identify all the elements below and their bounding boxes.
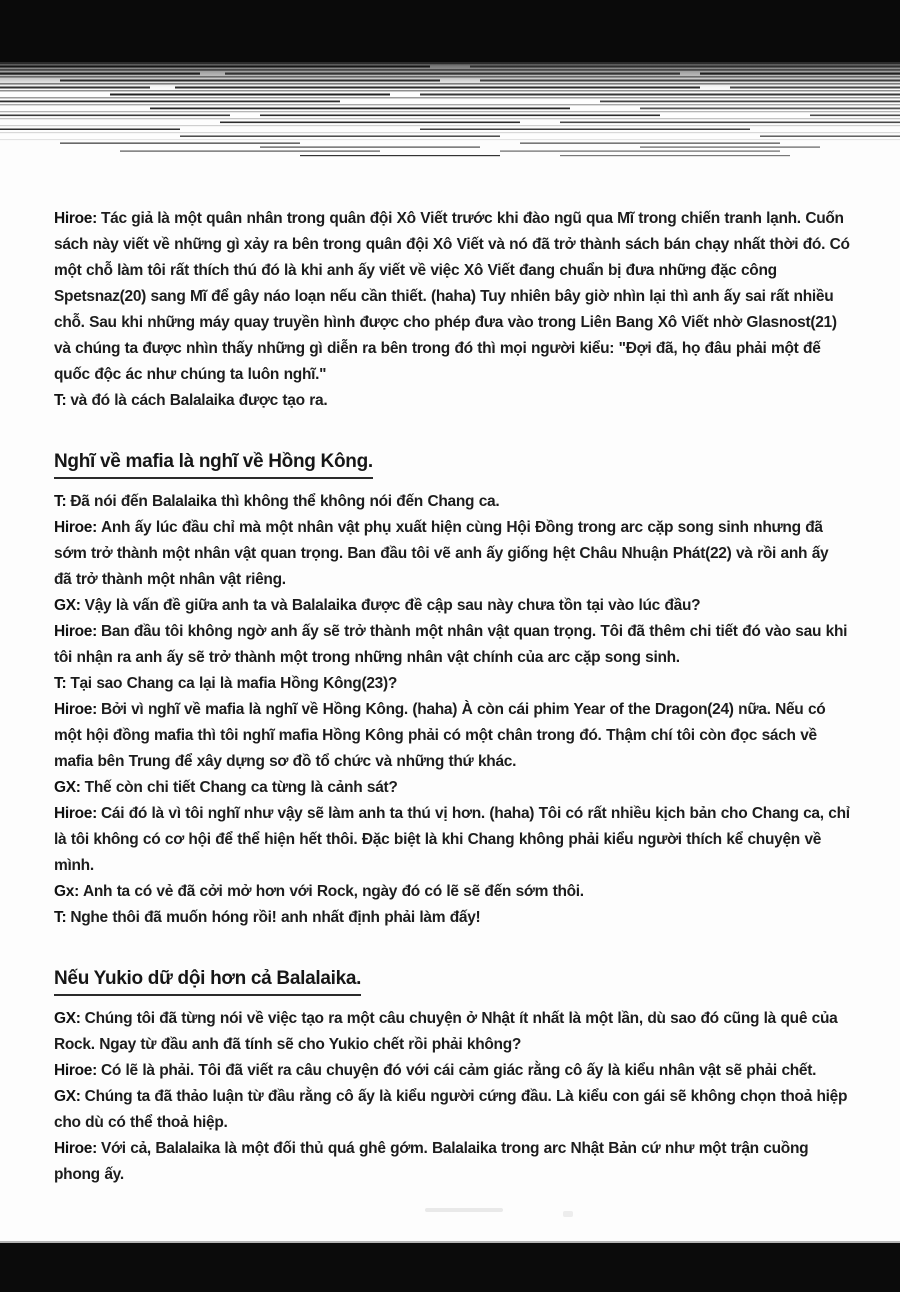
dialogue-paragraph xyxy=(54,619,850,671)
speaker-label: Hiroe: xyxy=(54,701,97,718)
speedlines-transition-art xyxy=(0,62,900,160)
dialogue-paragraph xyxy=(54,388,850,414)
dialogue-text: Đã nói đến Balalaika thì không thể không nói đến Chang ca. xyxy=(70,493,500,510)
dialogue-text: Anh ta có vẻ đã cởi mở hơn với Rock, ngày đó có lẽ sẽ đến sớm thôi. xyxy=(82,883,584,900)
dialogue-paragraph xyxy=(54,1136,850,1188)
speaker-label: Hiroe: xyxy=(54,805,97,822)
interview-content xyxy=(0,160,900,1188)
dialogue-text: Cái đó là vì tôi nghĩ như vậy sẽ làm anh ta thú vị hơn. (haha) Tôi có rất nhiều kịch bản cho Chang ca, chỉ là tôi không có cơ hội để thể hiện hết thôi. Đặc biệt là khi Chang không phải kiểu người thích kể chuyện về mình. xyxy=(54,805,850,874)
dialogue-text: Tác giả là một quân nhân trong quân đội Xô Viết trước khi đào ngũ qua Mĩ trong chiến tranh lạnh. Cuốn sách này viết về những gì xảy ra bên trong quân đội Xô Viết và nó đã trở thành sách bán chạy nhất thời đó. Có một chỗ làm tôi rất thích thú đó là khi anh ấy viết về việc Xô Viết đang chuẩn bị đưa những đặc công Spetsnaz(20) sang Mĩ để gây náo loạn nếu cần thiết. (haha) Tuy nhiên bây giờ nhìn lại thì anh ấy sai rất nhiều chỗ. Sau khi những máy quay truyền hình được cho phép đưa vào trong Liên Bang Xô Viết nhờ Glasnost(21) và chúng ta được nhìn thấy những gì diễn ra bên trong đó thì mọi người kiểu: "Đợi đã, họ đâu phải một đế quốc độc ác như chúng ta luôn nghĩ." xyxy=(54,210,850,383)
bottom-black-band xyxy=(0,1241,900,1292)
top-black-band xyxy=(0,0,900,62)
dialogue-paragraph xyxy=(54,593,850,619)
speaker-label: GX: xyxy=(54,779,81,796)
section-heading-text: Nếu Yukio dữ dội hơn cả Balalaika. xyxy=(54,967,361,996)
dialogue-paragraph xyxy=(54,1006,850,1058)
speaker-label: T: xyxy=(54,675,67,692)
speaker-label: Hiroe: xyxy=(54,1140,97,1157)
speaker-label: GX: xyxy=(54,1010,81,1027)
dialogue-text: Chúng ta đã thảo luận từ đầu rằng cô ấy là kiểu người cứng đầu. Là kiểu con gái sẽ không chọn thoả hiệp cho dù có thể thoả hiệp. xyxy=(54,1088,848,1131)
section-heading-text: Nghĩ về mafia là nghĩ về Hồng Kông. xyxy=(54,450,373,479)
dialogue-text: và đó là cách Balalaika được tạo ra. xyxy=(70,392,328,409)
speaker-label: T: xyxy=(54,392,67,409)
speaker-label: T: xyxy=(54,909,67,926)
speaker-label: Gx: xyxy=(54,883,79,900)
dialogue-paragraph xyxy=(54,671,850,697)
dialogue-text: Thế còn chi tiết Chang ca từng là cảnh sát? xyxy=(84,779,398,796)
speaker-label: Hiroe: xyxy=(54,210,97,227)
dialogue-paragraph xyxy=(54,515,850,593)
dialogue-text: Ban đầu tôi không ngờ anh ấy sẽ trở thành một nhân vật quan trọng. Tôi đã thêm chi tiết đó vào sau khi tôi nhận ra anh ấy sẽ trở thành một trong những nhân vật chính của arc cặp song sinh. xyxy=(54,623,848,666)
dialogue-paragraph xyxy=(54,1058,850,1084)
dialogue-paragraph xyxy=(54,801,850,879)
dialogue-text: Chúng tôi đã từng nói về việc tạo ra một câu chuyện ở Nhật ít nhất là một lần, dù sao đó cũng là quê của Rock. Ngay từ đầu anh đã tính sẽ cho Yukio chết rồi phải không? xyxy=(54,1010,838,1053)
dialogue-paragraph xyxy=(54,697,850,775)
dialogue-text: Tại sao Chang ca lại là mafia Hồng Kông(23)? xyxy=(70,675,398,692)
faint-scan-smudge xyxy=(563,1211,573,1217)
section-heading xyxy=(54,967,850,996)
dialogue-paragraph xyxy=(54,489,850,515)
speaker-label: Hiroe: xyxy=(54,1062,97,1079)
speaker-label: GX: xyxy=(54,597,81,614)
dialogue-paragraph xyxy=(54,775,850,801)
dialogue-text: Bởi vì nghĩ về mafia là nghĩ về Hồng Kông. (haha) À còn cái phim Year of the Dragon(24) nữa. Nếu có một hội đồng mafia thì tôi nghĩ mafia Hồng Kông phải có một chân trong đó. Thậm chí tôi còn đọc sách về mafia bên Trung để xây dựng sơ đồ tổ chức và những thứ khác. xyxy=(54,701,826,770)
dialogue-paragraph xyxy=(54,206,850,388)
speaker-label: GX: xyxy=(54,1088,81,1105)
dialogue-text: Với cả, Balalaika là một đối thủ quá ghê gớm. Balalaika trong arc Nhật Bản cứ như một trận cuồng phong ấy. xyxy=(54,1140,809,1183)
dialogue-paragraph xyxy=(54,879,850,905)
faint-scan-smudge xyxy=(425,1208,503,1212)
speaker-label: T: xyxy=(54,493,67,510)
speaker-label: Hiroe: xyxy=(54,623,97,640)
section-heading xyxy=(54,450,850,479)
speaker-label: Hiroe: xyxy=(54,519,97,536)
speedlines-svg xyxy=(0,62,900,160)
dialogue-paragraph xyxy=(54,1084,850,1136)
dialogue-text: Vậy là vấn đề giữa anh ta và Balalaika được đề cập sau này chưa tồn tại vào lúc đầu? xyxy=(84,597,701,614)
dialogue-text: Anh ấy lúc đầu chỉ mà một nhân vật phụ xuất hiện cùng Hội Đồng trong arc cặp song sinh nhưng đã sớm trở thành một nhân vật quan trọng. Ban đầu tôi vẽ anh ấy giống hệt Châu Nhuận Phát(22) và rồi anh ấy đã trở thành một nhân vật riêng. xyxy=(54,519,829,588)
dialogue-text: Nghe thôi đã muốn hóng rồi! anh nhất định phải làm đấy! xyxy=(70,909,481,926)
dialogue-text: Có lẽ là phải. Tôi đã viết ra câu chuyện đó với cái cảm giác rằng cô ấy là kiểu nhân vật sẽ phải chết. xyxy=(100,1062,817,1079)
dialogue-paragraph xyxy=(54,905,850,931)
